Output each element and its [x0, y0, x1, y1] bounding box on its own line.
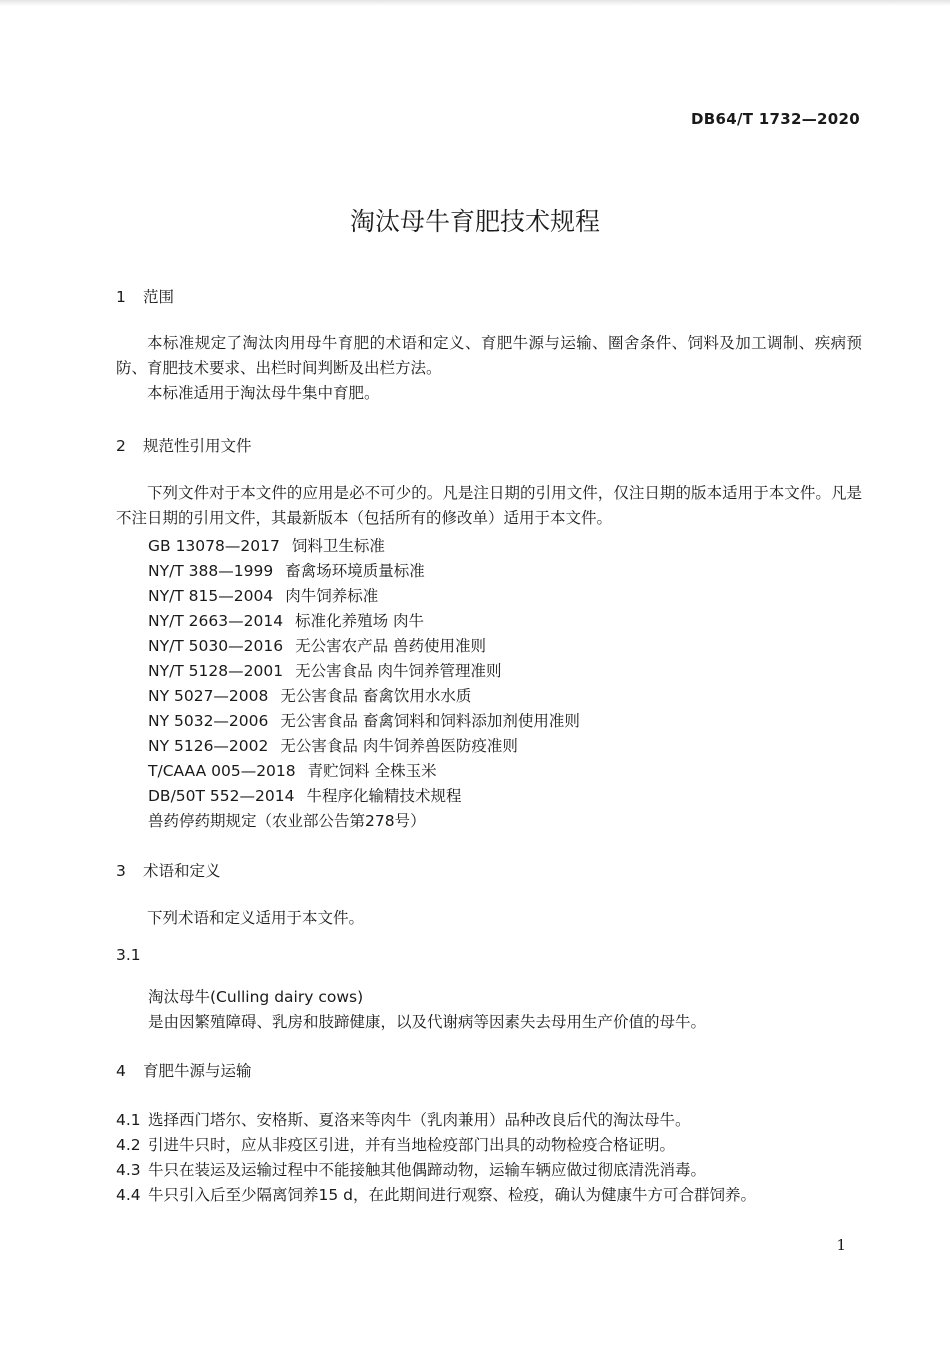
section-title: 范围 — [143, 288, 175, 306]
paragraph: 本标准规定了淘汰肉用母牛育肥的术语和定义、育肥牛源与运输、圈舍条件、饲料及加工调制、疾病预防、育肥技术要求、出栏时间判断及出栏方法。 — [116, 334, 862, 377]
reference-item: DB/50T 552—2014 牛程序化输精技术规程 — [148, 787, 462, 805]
reference-item: NY 5027—2008 无公害食品 畜禽饮用水水质 — [148, 687, 472, 705]
section-title: 育肥牛源与运输 — [143, 1062, 252, 1080]
reference-item: NY/T 5030—2016 无公害农产品 兽药使用准则 — [148, 637, 487, 655]
paragraph: 下列术语和定义适用于本文件。 — [147, 909, 365, 927]
clause-item: 4.3 牛只在装运及运输过程中不能接触其他偶蹄动物，运输车辆应做过彻底清洗消毒。 — [116, 1161, 707, 1179]
clause-item: 4.1 选择西门塔尔、安格斯、夏洛来等肉牛（乳肉兼用）品种改良后代的淘汰母牛。 — [116, 1111, 691, 1129]
reference-item: NY/T 2663—2014 标准化养殖场 肉牛 — [148, 612, 425, 630]
section-title: 术语和定义 — [143, 862, 221, 880]
section-1-body — [116, 331, 862, 406]
page-number: 1 — [836, 1236, 846, 1254]
subsection-number: 3.1 — [116, 946, 141, 964]
term-definition: 是由因繁殖障碍、乳房和肢蹄健康，以及代谢病等因素失去母用生产价值的母牛。 — [148, 1013, 707, 1031]
section-title: 规范性引用文件 — [143, 437, 252, 455]
section-3-heading — [116, 859, 221, 881]
reference-item: T/CAAA 005—2018 青贮饲料 全株玉米 — [148, 762, 437, 780]
section-number: 3 — [116, 862, 126, 880]
section-number: 1 — [116, 288, 126, 306]
section-number: 4 — [116, 1062, 126, 1080]
document-title: 淘汰母牛育肥技术规程 — [349, 207, 600, 236]
reference-item: 兽药停药期规定（农业部公告第278号） — [148, 812, 426, 830]
paragraph: 下列文件对于本文件的应用是必不可少的。凡是注日期的引用文件，仅注日期的版本适用于本文件。凡是不注日期的引用文件，其最新版本（包括所有的修改单）适用于本文件。 — [116, 484, 862, 527]
reference-item: NY/T 5128—2001 无公害食品 肉牛饲养管理准则 — [148, 662, 502, 680]
reference-item: NY 5126—2002 无公害食品 肉牛饲养兽医防疫准则 — [148, 737, 518, 755]
section-4-heading — [116, 1059, 252, 1081]
section-number: 2 — [116, 437, 126, 455]
paragraph: 本标准适用于淘汰母牛集中育肥。 — [147, 384, 380, 402]
document-code: DB64/T 1732—2020 — [691, 110, 860, 128]
reference-item: NY 5032—2006 无公害食品 畜禽饲料和饲料添加剂使用准则 — [148, 712, 580, 730]
clause-item: 4.2 引进牛只时，应从非疫区引进，并有当地检疫部门出具的动物检疫合格证明。 — [116, 1136, 676, 1154]
section-3-intro — [116, 906, 862, 931]
section-2-intro — [116, 481, 862, 531]
clause-item: 4.4 牛只引入后至少隔离饲养15 d，在此期间进行观察、检疫，确认为健康牛方可合群饲养。 — [116, 1186, 756, 1204]
reference-item: NY/T 388—1999 畜禽场环境质量标准 — [148, 562, 425, 580]
reference-item: NY/T 815—2004 肉牛饲养标准 — [148, 587, 379, 605]
scan-edge — [0, 0, 950, 6]
section-2-heading — [116, 434, 252, 456]
term-name: 淘汰母牛(Culling dairy cows) — [148, 988, 364, 1006]
section-1-heading — [116, 285, 174, 307]
reference-item: GB 13078—2017 饲料卫生标准 — [148, 537, 385, 555]
